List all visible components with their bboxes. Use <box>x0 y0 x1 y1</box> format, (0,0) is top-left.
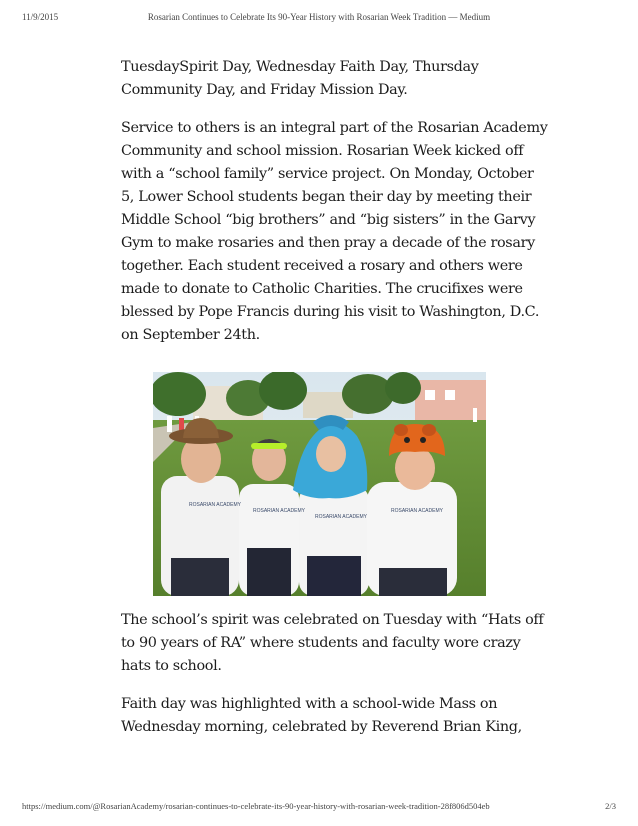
text-line: with a “school family” service project. On Monday, October <box>121 166 534 182</box>
students-in-hats-photo <box>153 372 486 596</box>
text-line: Gym to make rosaries and then pray a decade of the rosary <box>121 235 535 251</box>
text-line: together. Each student received a rosary and others were <box>121 258 523 274</box>
text-line: blessed by Pope Francis during his visit to Washington, D.C. <box>121 304 540 320</box>
print-page-number: 2/3 <box>605 801 616 811</box>
print-page-url: https://medium.com/@RosarianAcademy/rosarian-continues-to-celebrate-its-90-year-history-with-rosarian-week-tradition-28f806d504eb <box>22 801 490 811</box>
text-line: Community and school mission. Rosarian Week kicked off <box>121 143 524 159</box>
shirt-logo-text: ROSARIAN ACADEMY <box>253 508 305 514</box>
text-line: Middle School “big brothers” and “big sisters” in the Garvy <box>121 212 536 228</box>
text-line: Faith day was highlighted with a school-wide Mass on <box>121 696 498 712</box>
text-line: made to donate to Catholic Charities. The crucifixes were <box>121 281 523 297</box>
print-page-title: Rosarian Continues to Celebrate Its 90-Year History with Rosarian Week Tradition — Medium <box>147 12 491 22</box>
text-line: Service to others is an integral part of the Rosarian Academy <box>121 120 548 136</box>
text-line: Community Day, and Friday Mission Day. <box>121 82 408 98</box>
text-line: The school’s spirit was celebrated on Tuesday with “Hats off <box>121 612 544 628</box>
text-line: hats to school. <box>121 658 222 674</box>
article-photo <box>153 372 486 596</box>
text-line: TuesdaySpirit Day, Wednesday Faith Day, Thursday <box>121 59 479 75</box>
text-line: 5, Lower School students began their day by meeting their <box>121 189 532 205</box>
paragraph-2 <box>121 117 548 347</box>
text-line: to 90 years of RA” where students and faculty wore crazy <box>121 635 521 651</box>
paragraph-1 <box>121 56 521 102</box>
shirt-logo-text: ROSARIAN ACADEMY <box>189 502 241 508</box>
text-line: on September 24th. <box>121 327 260 343</box>
text-line: Wednesday morning, celebrated by Reverend Brian King, <box>121 719 522 735</box>
paragraph-3 <box>121 609 544 678</box>
paragraph-4 <box>121 693 521 739</box>
print-date: 11/9/2015 <box>22 12 59 22</box>
shirt-logo-text: ROSARIAN ACADEMY <box>315 514 367 520</box>
shirt-logo-text: ROSARIAN ACADEMY <box>391 508 443 514</box>
